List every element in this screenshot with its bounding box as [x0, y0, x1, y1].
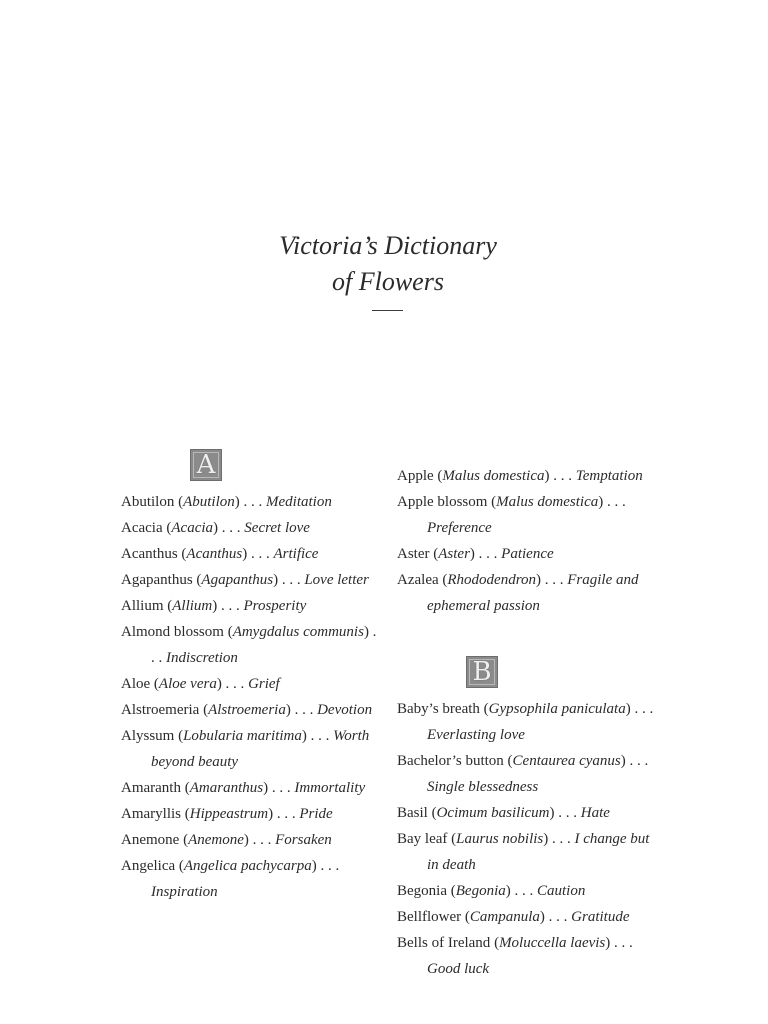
entry-scientific-name: Ocimum basilicum: [436, 805, 550, 821]
entry-name: Alyssum: [121, 728, 175, 744]
entry-aster: Aster (Aster) . . . Patience: [397, 546, 554, 562]
entry-anemone: Anemone (Anemone) . . . Forsaken: [121, 832, 332, 848]
entry-meaning: Secret love: [244, 520, 310, 536]
entry-name: Almond blossom: [121, 624, 224, 640]
entry-alyssum: Alyssum (Lobularia maritima) . . . Worth beyond beauty: [121, 728, 370, 770]
entry-meaning: Pride: [299, 806, 333, 822]
entry-meaning: Prosperity: [243, 598, 307, 614]
entry-meaning: Single blessedness: [427, 779, 539, 795]
title-line-1: Victoria’s Dictionary: [279, 231, 497, 260]
entry-scientific-name: Agapanthus: [201, 572, 274, 588]
entry-scientific-name: Abutilon: [183, 494, 235, 510]
entry-almond-blossom: Almond blossom (Amygdalus communis) . . . Indiscretion: [121, 624, 377, 666]
entry-meaning: Hate: [580, 805, 610, 821]
entry-meaning: Indiscretion: [166, 650, 238, 666]
entry-scientific-name: Malus domestica: [442, 468, 545, 484]
entry-bellflower: Bellflower (Campanula) . . . Gratitude: [397, 909, 630, 925]
entry-name: Azalea: [397, 572, 439, 588]
title-divider: [372, 310, 403, 311]
entry-meaning: Temptation: [575, 468, 643, 484]
entry-name: Apple blossom: [397, 494, 488, 510]
entry-scientific-name: Malus domestica: [496, 494, 599, 510]
entry-meaning: Love letter: [304, 572, 369, 588]
entry-scientific-name: Alstroemeria: [208, 702, 286, 718]
section-a-letter: A: [196, 450, 216, 480]
entry-name: Alstroemeria: [121, 702, 200, 718]
right-column-b: [397, 696, 659, 982]
entry-meaning: Preference: [427, 520, 492, 536]
entry-name: Bachelor’s button: [397, 753, 504, 769]
entry-name: Abutilon: [121, 494, 175, 510]
entry-name: Amaranth: [121, 780, 181, 796]
left-column: [121, 489, 383, 905]
entry-alstroemeria: Alstroemeria (Alstroemeria) . . . Devotion: [121, 702, 373, 718]
entry-name: Bay leaf: [397, 831, 448, 847]
entry-bells-of-ireland: Bells of Ireland (Moluccella laevis) . . . Good luck: [397, 935, 633, 977]
page-title: [0, 228, 768, 300]
entry-amaranth: Amaranth (Amaranthus) . . . Immortality: [121, 780, 366, 796]
entry-scientific-name: Moluccella laevis: [499, 935, 606, 951]
entry-name: Aloe: [121, 676, 151, 692]
entry-meaning: Fragile and ephemeral passion: [427, 572, 639, 614]
entry-scientific-name: Campanula: [469, 909, 540, 925]
entry-meaning: Everlasting love: [427, 727, 525, 743]
entry-meaning: Artifice: [273, 546, 319, 562]
entry-allium: Allium (Allium) . . . Prosperity: [121, 598, 307, 614]
entry-bachelors-button: Bachelor’s button (Centaurea cyanus) . . . Single blessedness: [397, 753, 649, 795]
entry-name: Amaryllis: [121, 806, 181, 822]
title-line-2: of Flowers: [332, 267, 444, 296]
entry-name: Angelica: [121, 858, 176, 874]
entry-name: Acacia: [121, 520, 163, 536]
entry-scientific-name: Amygdalus communis: [232, 624, 364, 640]
entry-apple-blossom: Apple blossom (Malus domestica) . . . Preference: [397, 494, 626, 536]
entry-name: Bellflower: [397, 909, 462, 925]
entry-aloe: Aloe (Aloe vera) . . . Grief: [121, 676, 280, 692]
entry-name: Agapanthus: [121, 572, 193, 588]
entry-scientific-name: Hippeastrum: [189, 806, 269, 822]
entry-name: Anemone: [121, 832, 180, 848]
entry-meaning: Meditation: [266, 494, 332, 510]
entry-scientific-name: Gypsophila paniculata: [488, 701, 626, 717]
entry-meaning: Grief: [248, 676, 280, 692]
entry-scientific-name: Rhododendron: [447, 572, 536, 588]
entry-name: Acanthus: [121, 546, 178, 562]
right-column-a: [397, 463, 659, 619]
entry-acanthus: Acanthus (Acanthus) . . . Artifice: [121, 546, 319, 562]
entry-meaning: Gratitude: [571, 909, 630, 925]
entry-babys-breath: Baby’s breath (Gypsophila paniculata) . . . Everlasting love: [397, 701, 654, 743]
section-b-initial: [466, 656, 498, 688]
entry-scientific-name: Aster: [438, 546, 470, 562]
entry-scientific-name: Begonia: [455, 883, 506, 899]
entry-meaning: Good luck: [427, 961, 490, 977]
entry-scientific-name: Centaurea cyanus: [512, 753, 621, 769]
entry-acacia: Acacia (Acacia) . . . Secret love: [121, 520, 310, 536]
entry-name: Bells of Ireland: [397, 935, 491, 951]
entry-amaryllis: Amaryllis (Hippeastrum) . . . Pride: [121, 806, 333, 822]
entry-scientific-name: Allium: [172, 598, 213, 614]
entry-bay-leaf: Bay leaf (Laurus nobilis) . . . I change but in death: [397, 831, 650, 873]
entry-scientific-name: Acacia: [171, 520, 214, 536]
entry-scientific-name: Acanthus: [186, 546, 243, 562]
entry-scientific-name: Aloe vera: [158, 676, 217, 692]
entry-meaning: Worth beyond beauty: [151, 728, 370, 770]
entry-scientific-name: Laurus nobilis: [456, 831, 544, 847]
entry-abutilon: Abutilon (Abutilon) . . . Meditation: [121, 494, 332, 510]
entry-scientific-name: Lobularia maritima: [183, 728, 302, 744]
entry-name: Baby’s breath: [397, 701, 480, 717]
entry-angelica: Angelica (Angelica pachycarpa) . . . Inspiration: [121, 858, 340, 900]
entry-meaning: Immortality: [294, 780, 366, 796]
entry-meaning: Devotion: [317, 702, 373, 718]
entry-apple: Apple (Malus domestica) . . . Temptation: [397, 468, 643, 484]
entry-azalea: Azalea (Rhododendron) . . . Fragile and ephemeral passion: [397, 572, 639, 614]
entry-begonia: Begonia (Begonia) . . . Caution: [397, 883, 586, 899]
entry-scientific-name: Anemone: [188, 832, 244, 848]
entry-meaning: Inspiration: [151, 884, 218, 900]
entry-name: Apple: [397, 468, 434, 484]
entry-meaning: Forsaken: [275, 832, 332, 848]
entry-meaning: I change but in death: [427, 831, 650, 873]
entry-name: Allium: [121, 598, 164, 614]
section-b-letter: B: [472, 657, 492, 687]
entry-scientific-name: Angelica pachycarpa: [183, 858, 312, 874]
entry-name: Aster: [397, 546, 430, 562]
entry-basil: Basil (Ocimum basilicum) . . . Hate: [397, 805, 610, 821]
entry-meaning: Patience: [501, 546, 554, 562]
entry-agapanthus: Agapanthus (Agapanthus) . . . Love letter: [121, 572, 369, 588]
entry-scientific-name: Amaranthus: [189, 780, 264, 796]
entry-name: Begonia: [397, 883, 447, 899]
entry-meaning: Caution: [537, 883, 586, 899]
section-a-initial: [190, 449, 222, 481]
entry-name: Basil: [397, 805, 428, 821]
